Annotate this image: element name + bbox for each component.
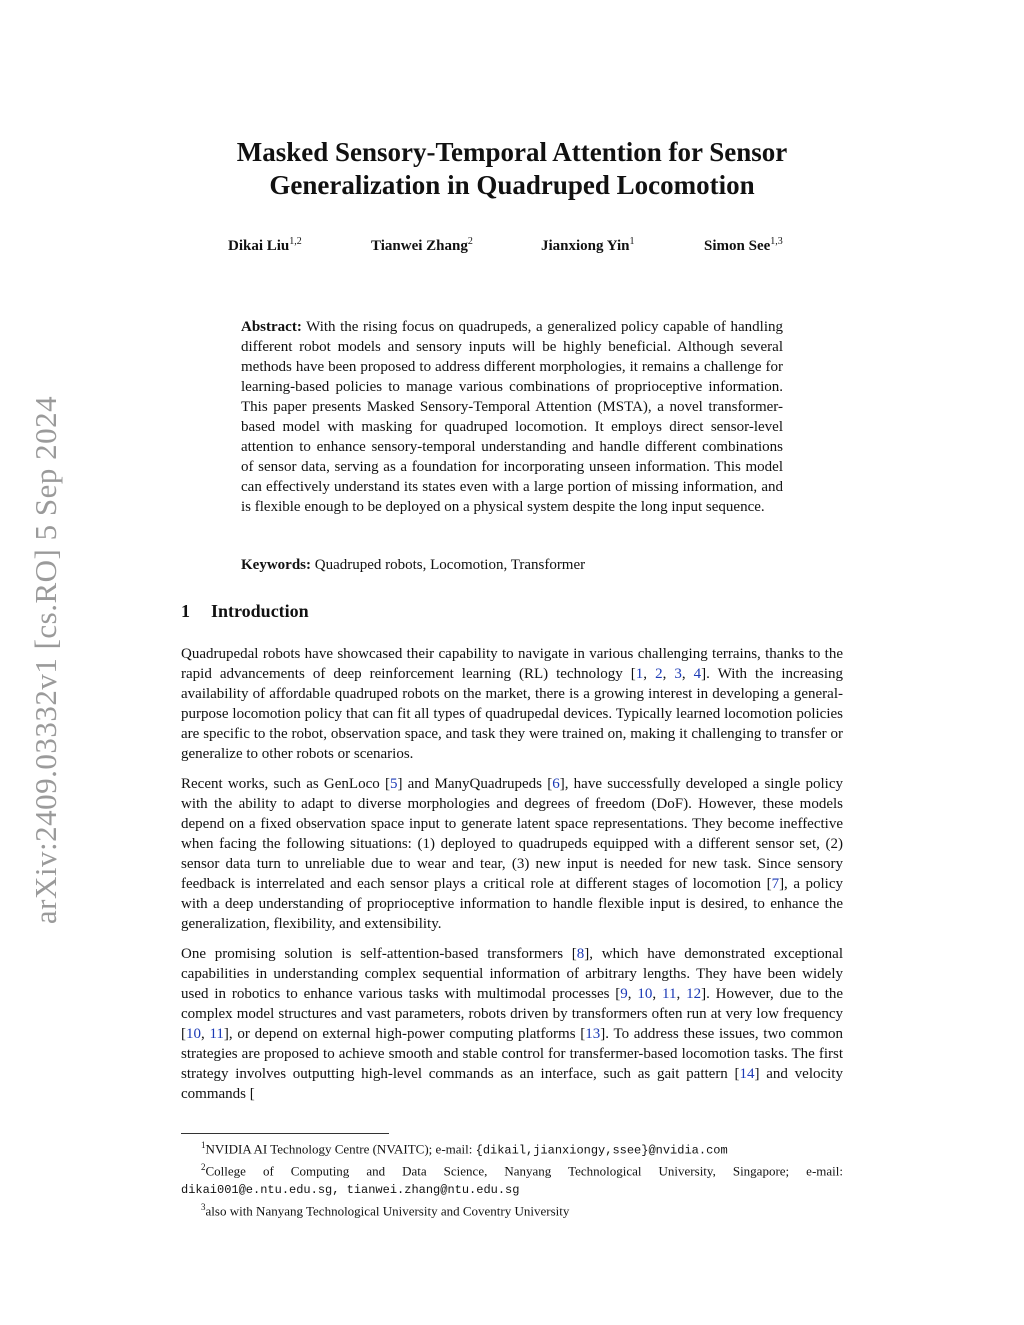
citation-link[interactable]: 5 [389,776,398,792]
text-run: , [676,986,687,1002]
text-run: , [662,666,675,682]
author-3 [541,236,635,255]
abstract-label: Abstract: [241,319,302,335]
text-run: ] and ManyQuadrupeds [ [397,776,553,792]
footnotes [181,1137,843,1219]
section-number: 1 [181,601,190,621]
introduction-body [181,644,843,1114]
abstract [241,317,783,517]
paragraph-3 [181,944,843,1104]
footnote-1 [181,1137,843,1159]
abstract-text: With the rising focus on quadrupeds, a generalized policy capable of handling different robot models and sensory inputs will be highly beneficial. Although several methods have been proposed to address different morphologies, it remains a challenge for learning-based policies to manage various combinations of proprioceptive information. This paper presents Masked Sensory-Temporal Attention (MSTA), a novel transformer-based model with masking for quadruped locomotion. It employs direct sensor-level attention to enhance sensory-temporal understanding and handle different combinations of sensor data, serving as a foundation for incorporating unseen information. This model can effectively understand its states even with a large portion of missing information, and is flexible enough to be deployed on a physical system despite the long input sequence. [241,319,784,515]
footnote-text: NVIDIA AI Technology Centre (NVAITC); e-mail: [205,1141,476,1157]
author-1 [228,236,302,255]
text-run: , [652,986,663,1002]
footnote-mark: 2 [201,1162,206,1173]
footnote-mark: 3 [201,1201,206,1212]
citation-link[interactable]: 10 [637,986,653,1002]
citation-link[interactable]: 14 [739,1066,755,1082]
paragraph-1 [181,644,843,764]
arxiv-sidebar [26,360,66,960]
author-name: Tianwei Zhang [371,238,468,254]
paragraph-2 [181,774,843,934]
footnote-mark: 1 [201,1140,206,1150]
citation-link[interactable]: 10 [186,1026,201,1042]
arxiv-identifier: arXiv:2409.03332v1 [cs.RO] 5 Sep 2024 [28,395,63,925]
footnote-2 [181,1159,843,1198]
author-name: Dikai Liu [228,238,290,254]
paper-title [160,136,864,202]
author-affiliation: 1,2 [289,236,302,247]
text-run: ], have successfully developed a single policy with the ability to adapt to diverse morphologies and degrees of freedom (DoF). However, these models depend on a fixed observation space input to generate latent space representations. They become ineffective when facing the following situations: (1) deployed to quadrupeds equipped with a different sensor set, (2) sensor data turn to unreliable due to wear and tear, (3) new input is needed for new task. Since sensory feedback is interrelated and each sensor plays a critical role at different stages of locomotion [ [181,776,844,892]
citation-link[interactable]: 7 [771,876,780,892]
author-name: Jianxiong Yin [541,238,630,254]
author-4 [704,236,783,255]
text-run: ], which have demonstrated exceptional capabilities in understanding complex sequential information of arbitrary lengths. They have been widely used in robotics to enhance various tasks with multimodal processes [ [181,946,843,1002]
citation-link[interactable]: 2 [655,666,663,682]
author-list [0,236,1024,260]
text-run: , [643,666,656,682]
citation-link[interactable]: 11 [662,986,677,1002]
title-line-1: Masked Sensory-Temporal Attention for Sensor [236,137,788,167]
text-run: Recent works, such as GenLoco [ [181,776,390,792]
footnote-3 [181,1199,843,1219]
citation-link[interactable]: 4 [693,666,702,682]
citation-link[interactable]: 3 [674,666,682,682]
citation-link[interactable]: 11 [209,1026,224,1042]
section-heading-introduction [181,601,309,622]
keywords-text: Quadruped robots, Locomotion, Transformer [314,557,586,573]
author-affiliation: 1,3 [770,236,783,247]
author-affiliation: 1 [629,236,635,247]
section-title: Introduction [211,601,309,621]
text-run: ], or depend on external high-power computing platforms [ [223,1026,586,1042]
citation-link[interactable]: 12 [686,986,702,1002]
footnote-email[interactable]: {dikail,jianxiongy,ssee}@nvidia.com [475,1143,728,1158]
text-run: Quadrupedal robots have showcased their capability to navigate in various challenging terrains, thanks to the rapid advancements of deep reinforcement learning (RL) technology [ [181,646,843,682]
footnote-text: College of Computing and Data Science, Nanyang Technological University, Singapore; e-mail: [205,1163,843,1179]
keywords [241,555,783,575]
citation-link[interactable]: 8 [576,946,585,962]
text-run: ], a policy with a deep understanding of proprioceptive information to handle flexible input is desired, to enhance the generalization, flexibility, and extensibility. [181,876,843,932]
text-run: ]. With the increasing availability of affordable quadruped robots on the market, there is a growing interest in developing a general-purpose locomotion policy that can fit all types of quadrupedal devices. Typically learned locomotion policies are specific to the robot, observation space, and task they were trained on, making it challenging to transfer or generalize to other robots or scenarios. [181,666,844,762]
citation-link[interactable]: 9 [620,986,628,1002]
text-run: ] and velocity commands [ [181,1066,843,1102]
text-run: One promising solution is self-attention-based transformers [ [181,946,577,962]
footnote-divider [181,1133,389,1134]
author-affiliation: 2 [467,236,473,247]
footnote-email[interactable]: dikai001@e.ntu.edu.sg, tianwei.zhang@ntu.edu.sg [181,1182,520,1197]
text-run: ]. To address these issues, two common strategies are proposed to achieve smooth and stable control for transfermer-based locomotion tasks. The first strategy involves outputting high-level commands as an interface, such as gait pattern [ [181,1026,844,1082]
footnote-text: also with Nanyang Technological University and Coventry University [205,1202,570,1218]
text-run: , [627,986,638,1002]
citation-link[interactable]: 6 [552,776,560,792]
text-run: ]. However, due to the complex model structures and vast parameters, robots driven by transformers often run at very low frequency [ [181,986,844,1042]
keywords-label: Keywords: [241,557,311,573]
author-name: Simon See [704,238,771,254]
author-2 [371,236,473,255]
citation-link[interactable]: 13 [585,1026,601,1042]
citation-link[interactable]: 1 [635,666,644,682]
text-run: , [201,1026,210,1042]
title-line-2: Generalization in Quadruped Locomotion [269,170,755,200]
text-run: , [681,666,694,682]
